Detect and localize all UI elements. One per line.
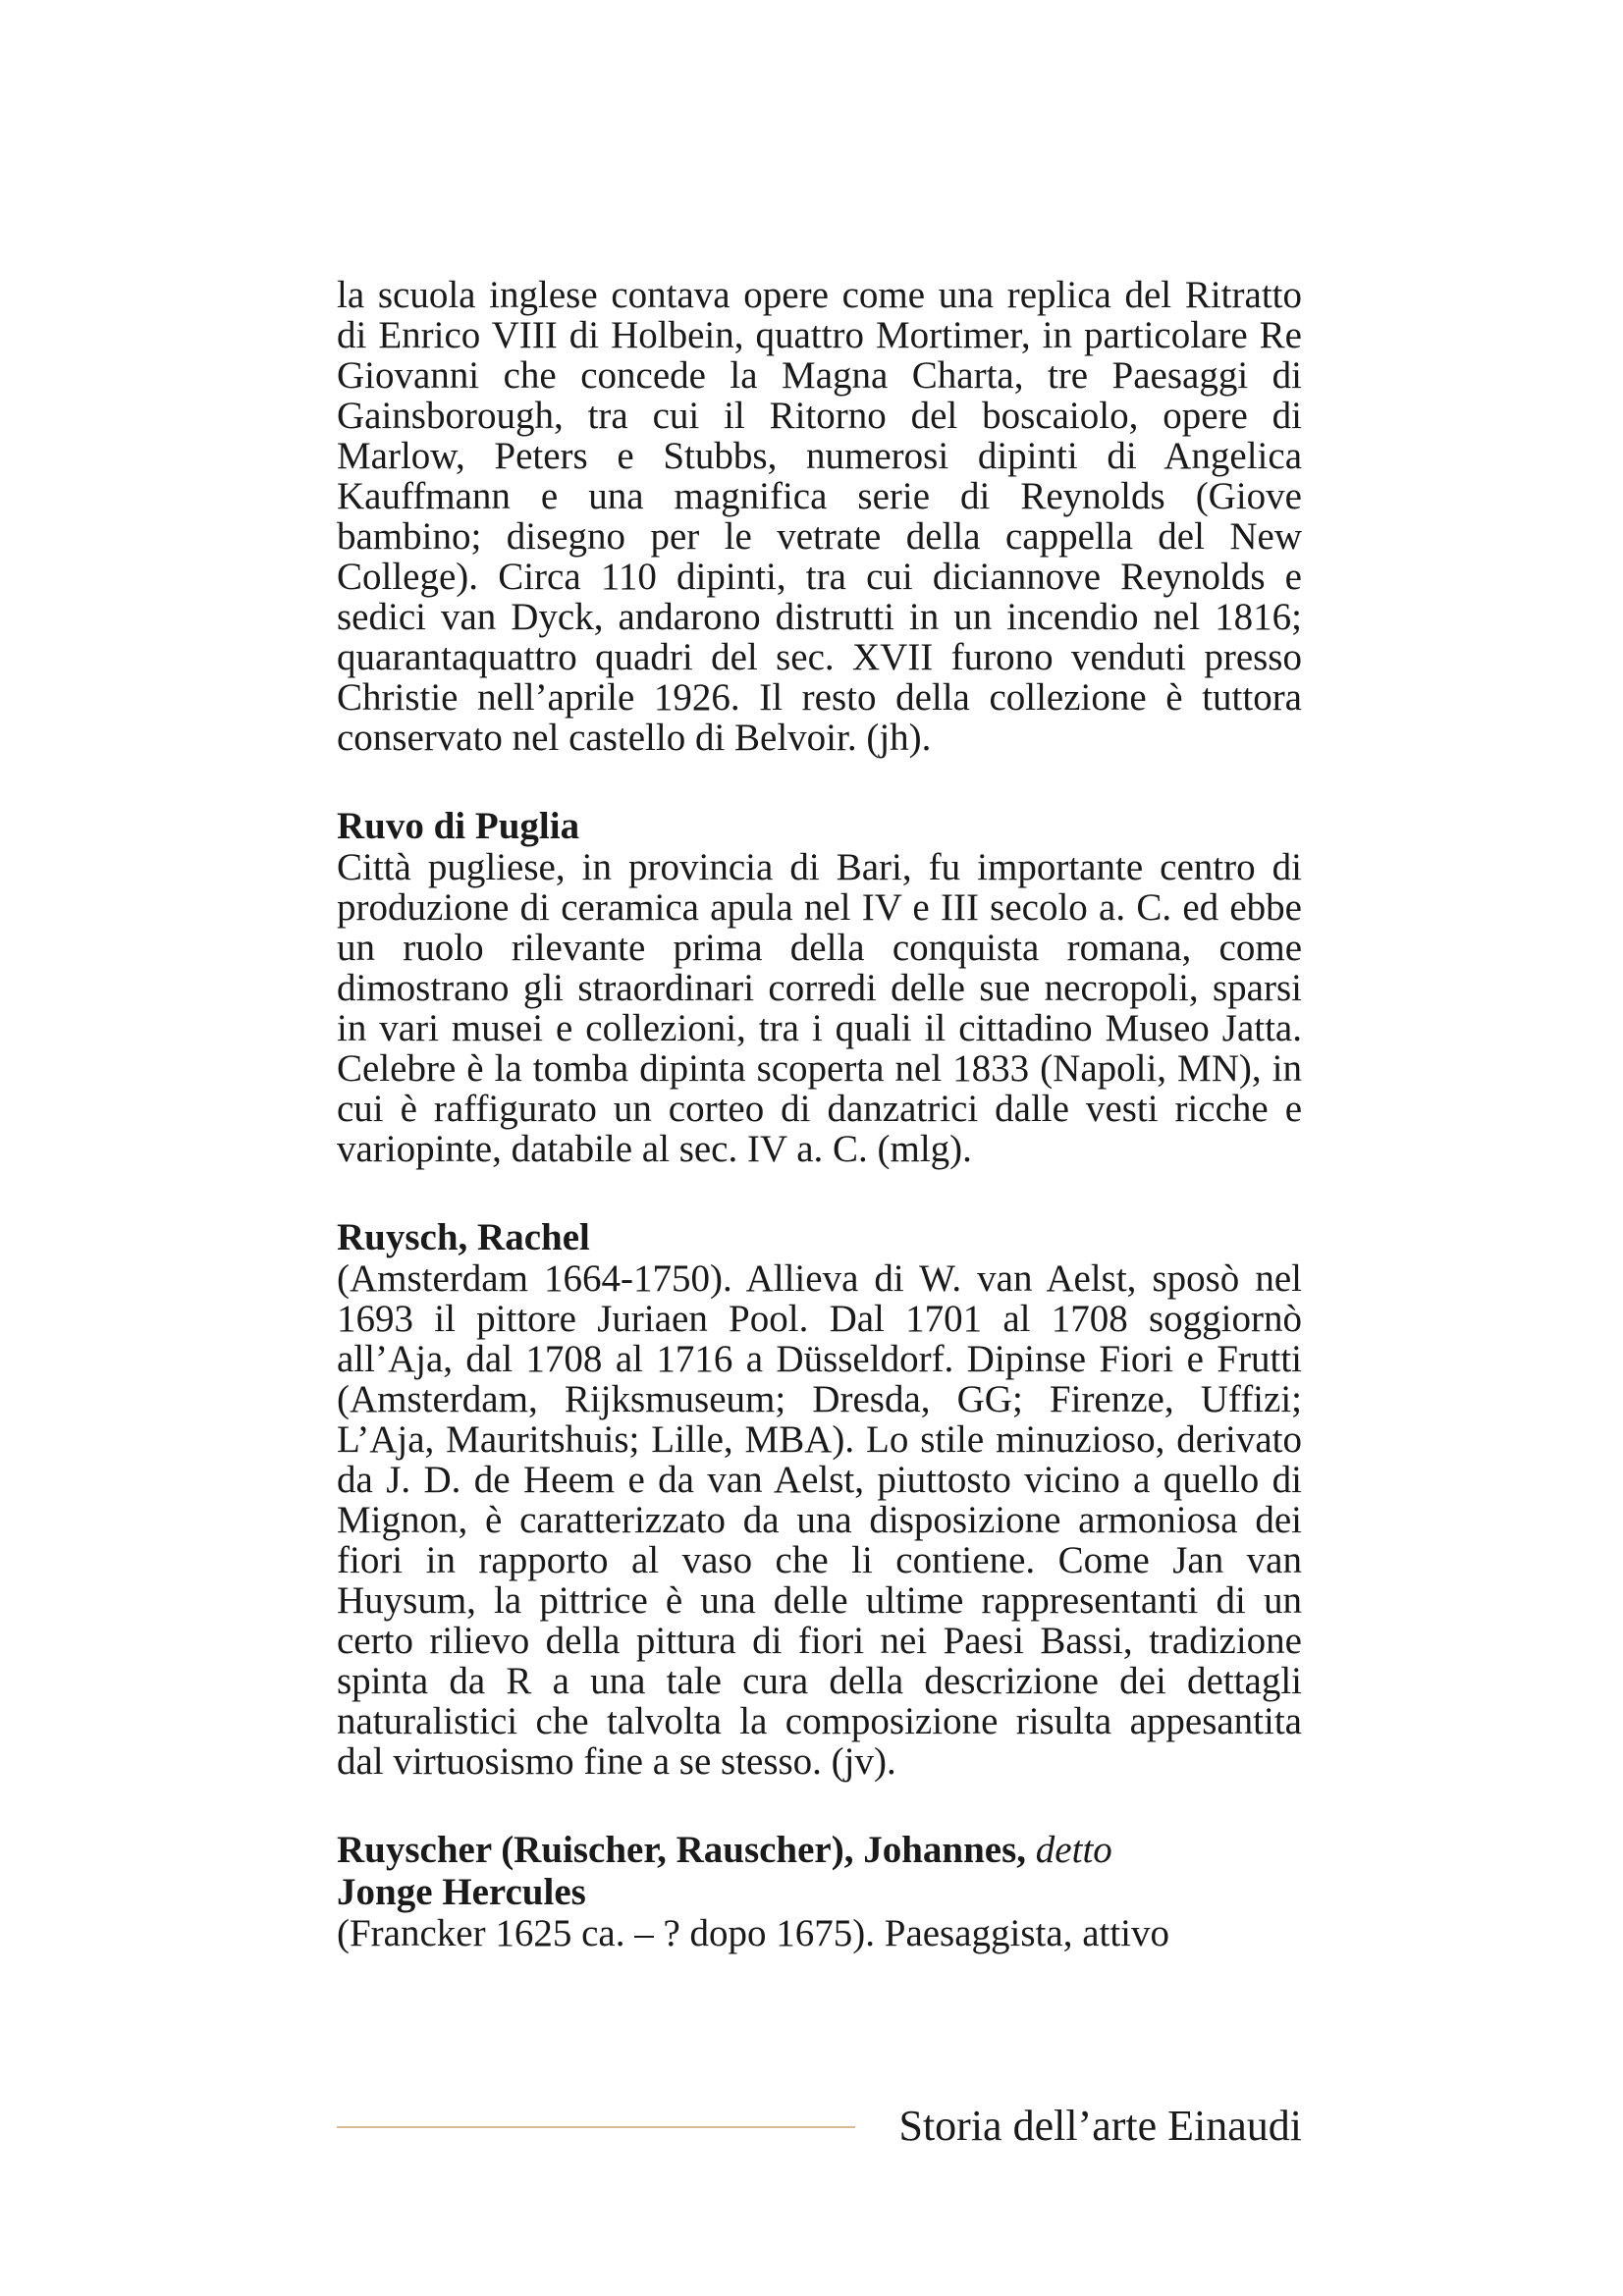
entry-ruvo-di-puglia — [337, 805, 1302, 1169]
page-content — [337, 275, 1302, 1953]
entry-title-detto: detto — [1035, 1829, 1112, 1871]
footer-rule — [337, 2126, 855, 2128]
entry-body: (Francker 1625 ca. – ? dopo 1675). Paesaggista, attivo — [337, 1912, 1170, 1954]
entry-title-main: Ruyscher (Ruischer, Rauscher), Johannes, — [337, 1829, 1027, 1871]
entry-title: Ruvo di Puglia — [337, 805, 580, 847]
footer-publisher: Storia dell’arte Einaudi — [898, 2102, 1302, 2150]
page-footer — [337, 2099, 1302, 2158]
entry-body: (Amsterdam 1664-1750). Allieva di W. van Aelst, sposò nel 1693 il pittore Juriaen Pool. Dal 1701 al 1708 soggiornò all’Aja, dal 1708 al 1716 a Düsseldorf. Dipinse Fiori e Frutti (Amsterdam, Rijksmuseum; Dresda, GG; Firenze, Uffizi; L’Aja, Mauritshuis; Lille, MBA). Lo stile minuzioso, derivato da J. D. de Heem e da van Aelst, piuttosto vicino a quello di Mignon, è caratterizzato da una disposizione armoniosa dei fiori in rapporto al vaso che li contiene. Come Jan van Huysum, la pittrice è una delle ultime rappresentanti di un certo rilievo della pittura di fiori nei Paesi Bassi, tradizione spinta da R a una tale cura della descrizione dei dettagli naturalistici che talvolta la composizione risulta appesantita dal virtuosismo fine a se stesso. (jv). — [337, 1257, 1302, 1783]
entry-title — [337, 1829, 1302, 1913]
entry-title-alias: Jonge Hercules — [337, 1871, 586, 1913]
entry-body: Città pugliese, in provincia di Bari, fu importante centro di produzione di ceramica apula nel IV e III secolo a. C. ed ebbe un ruolo rilevante prima della conquista romana, come dimostrano gli straordinari corredi delle sue necropoli, sparsi in vari musei e collezioni, tra i quali il cittadino Museo Jatta. Celebre è la tomba dipinta scoperta nel 1833 (Napoli, MN), in cui è raffigurato un corteo di danzatrici dalle vesti ricche e variopinte, databile al sec. IV a. C. (mlg). — [337, 846, 1302, 1170]
entry-ruysch-rachel — [337, 1216, 1302, 1782]
entry-title: Ruysch, Rachel — [337, 1216, 590, 1258]
intro-paragraph: la scuola inglese contava opere come una replica del Ritratto di Enrico VIII di Holbein, quattro Mortimer, in particolare Re Giovanni che concede la Magna Charta, tre Paesaggi di Gainsborough, tra cui il Ritorno del boscaiolo, opere di Marlow, Peters e Stubbs, numerosi dipinti di Angelica Kauffmann e una magnifica serie di Reynolds (Giove bambino; disegno per le vetrate della cappella del New College). Circa 110 dipinti, tra cui diciannove Reynolds e sedici van Dyck, andarono distrutti in un incendio nel 1816; quarantaquattro quadri del sec. XVII furono venduti presso Christie nell’aprile 1926. Il resto della collezione è tuttora conservato nel castello di Belvoir. (jh). — [337, 274, 1302, 759]
entry-ruyscher-johannes — [337, 1829, 1302, 1953]
